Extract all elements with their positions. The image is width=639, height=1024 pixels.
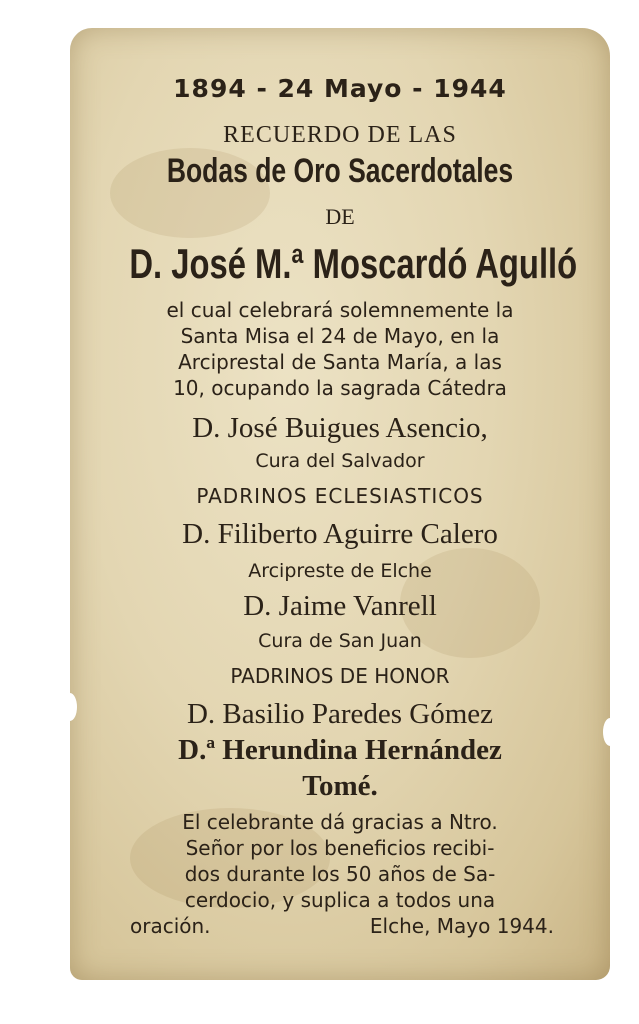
prayer-card [70,28,610,980]
body-line: el cual celebrará solemnemente la [166,298,514,322]
padrino1-role: Arcipreste de Elche [248,560,432,582]
dates-heading: 1894 - 24 Mayo - 1944 [173,74,507,103]
padrinos-eclesiasticos-heading: PADRINOS ECLESIASTICOS [196,484,484,508]
body-line: Santa Misa el 24 de Mayo, en la [180,324,500,348]
closing-oracion: oración. [130,914,211,938]
closing-line: cerdocio, y suplica a todos una [184,888,496,912]
body-line: Arciprestal de Santa María, a las [178,350,502,374]
closing-line: Señor por los beneficios recibi- [185,836,495,860]
celebrant-name: D. José M.ª Moscardó Agulló [129,240,578,287]
closing-place-date: Elche, Mayo 1944. [369,914,554,938]
padrino2-name: D. Jaime Vanrell [243,590,437,622]
honor3-name: Tomé. [302,770,378,802]
honor1-name: D. Basilio Paredes Gómez [186,698,494,730]
preacher-name: D. José Buigues Asencio, [192,412,488,444]
closing-line: El celebrante dá gracias a Ntro. [182,810,498,834]
padrinos-honor-heading: PADRINOS DE HONOR [230,664,450,688]
padrino2-role: Cura de San Juan [258,630,422,652]
honor2-name: D.ª Herundina Hernández [178,734,502,766]
preacher-role: Cura del Salvador [255,450,425,472]
closing-line: dos durante los 50 años de Sa- [184,862,496,886]
de-heading: DE [325,204,355,229]
recuerdo-heading: RECUERDO DE LAS [223,122,457,148]
body-line: 10, ocupando la sagrada Cátedra [173,376,507,400]
padrino1-name: D. Filiberto Aguirre Calero [182,518,498,550]
bodas-heading: Bodas de Oro Sacerdotales [166,152,514,190]
